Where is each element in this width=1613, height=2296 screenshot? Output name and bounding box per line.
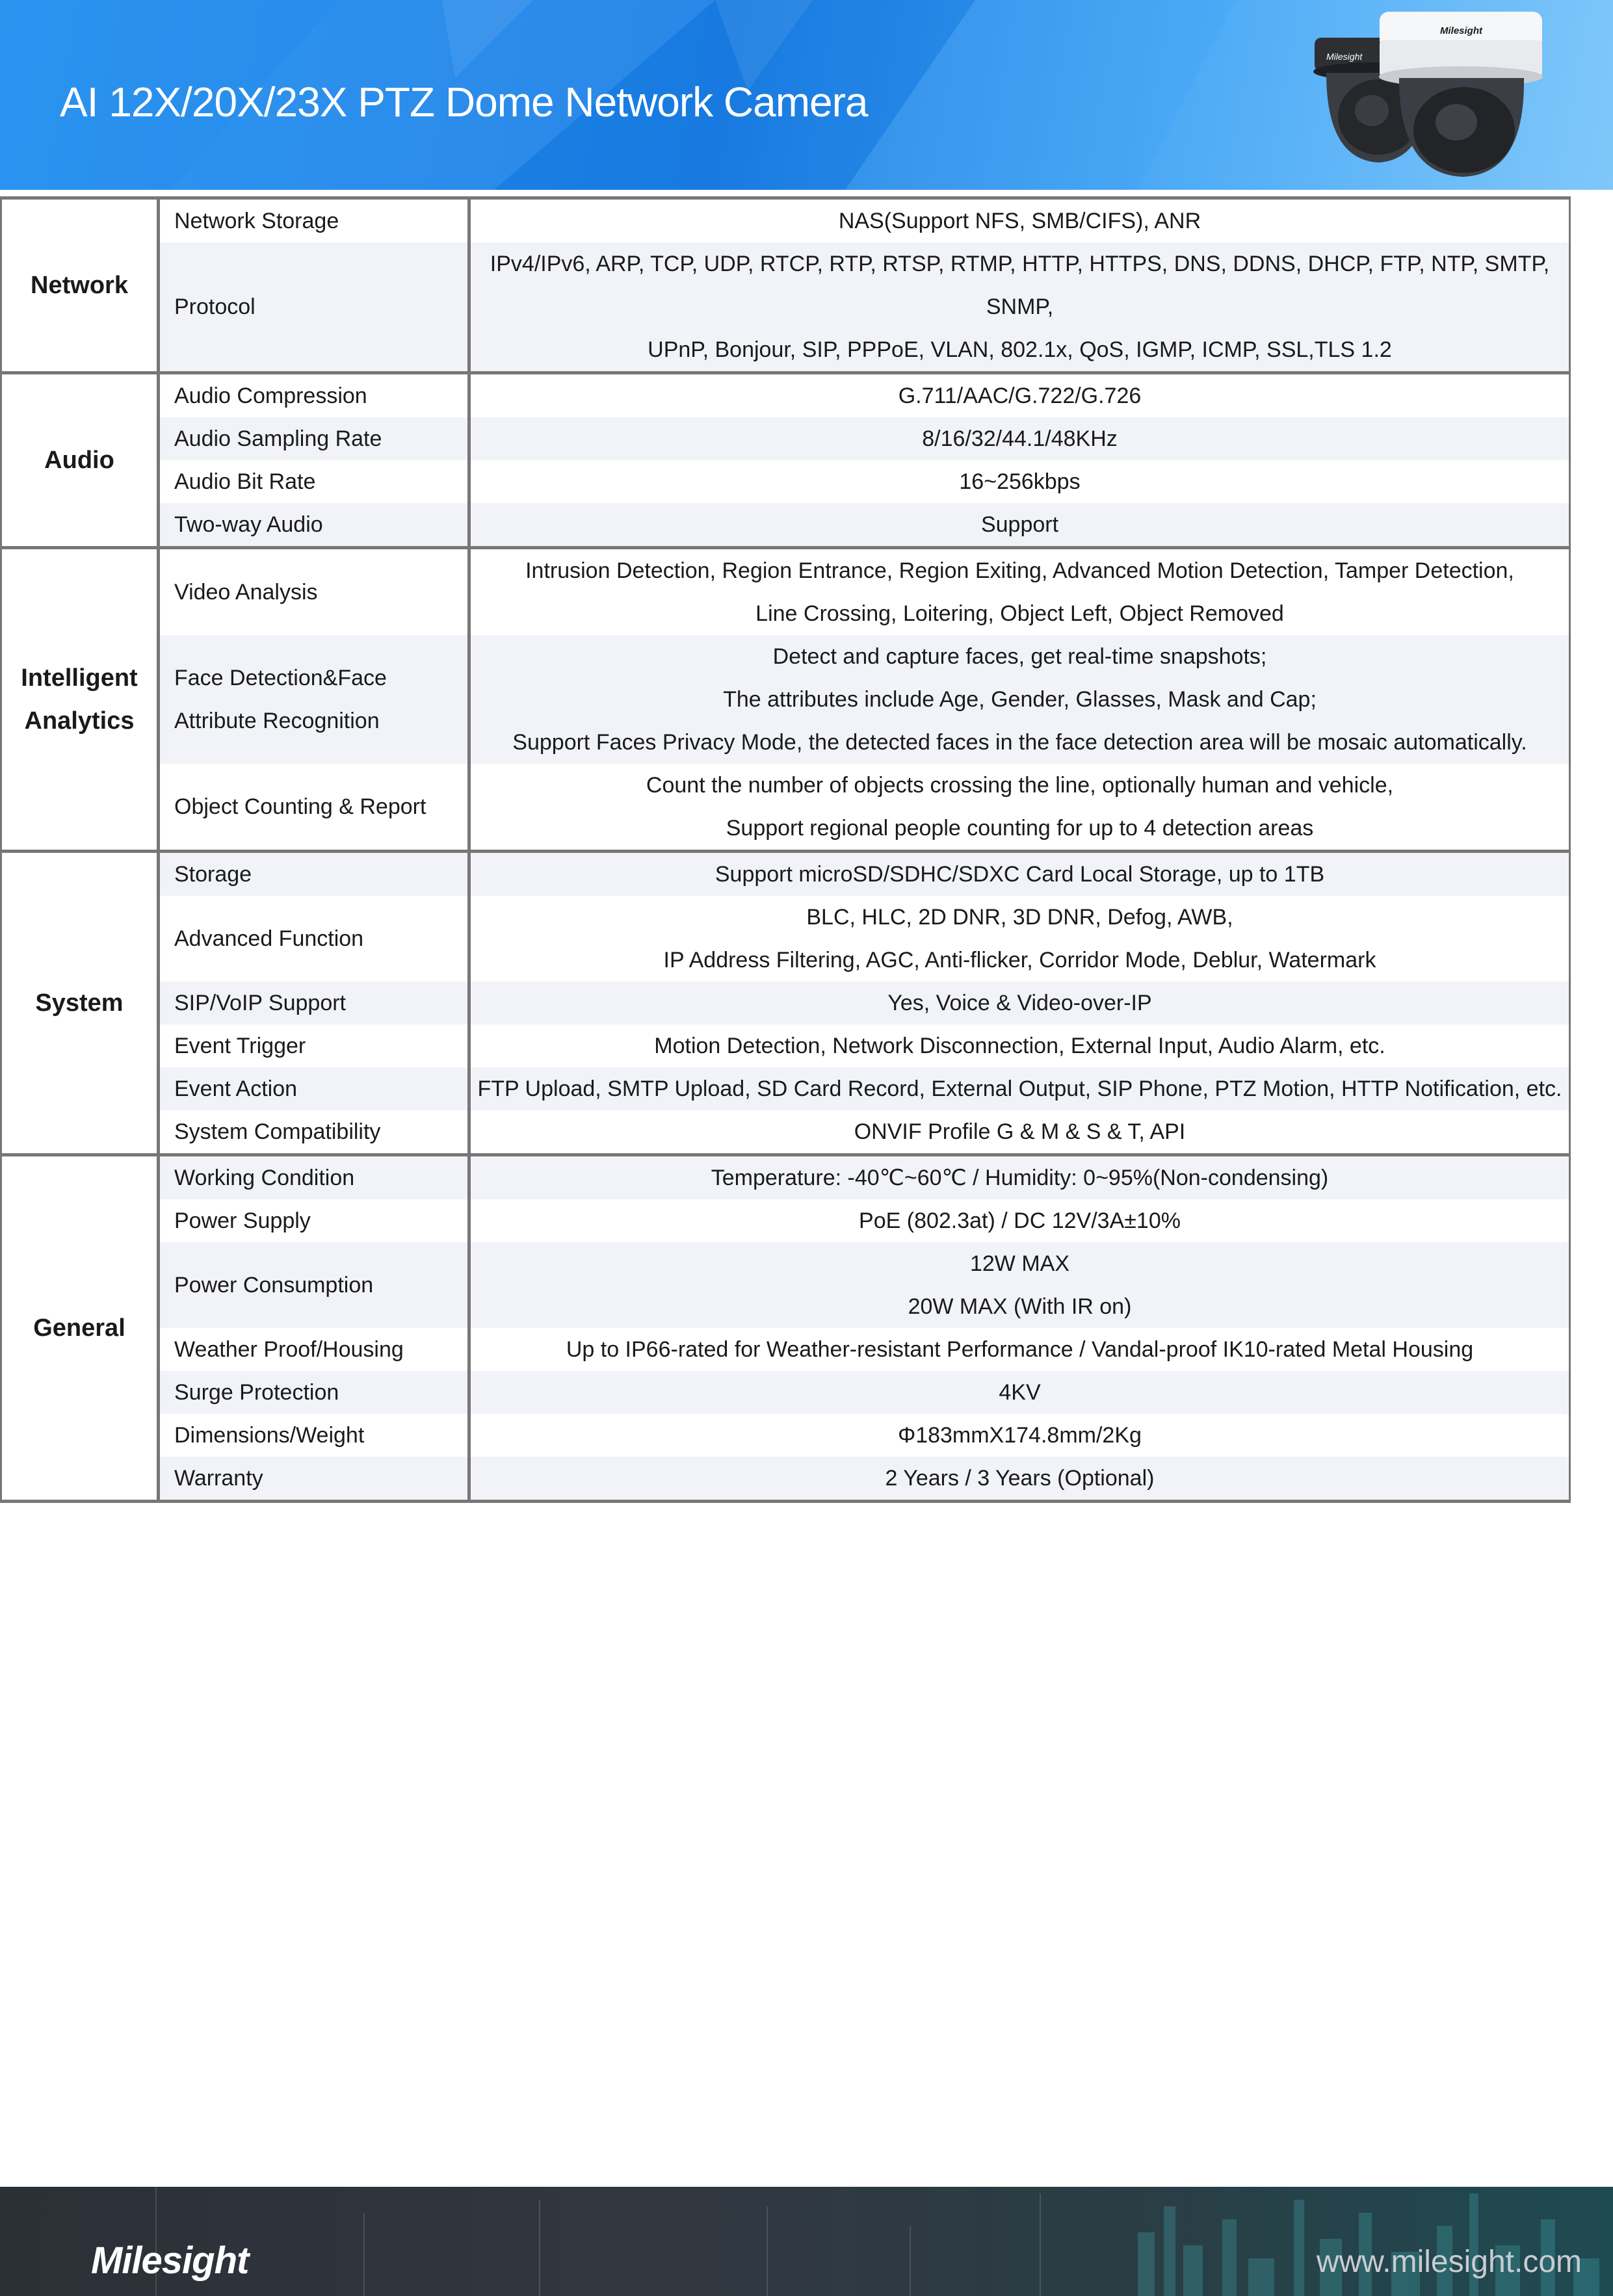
- table-row: [1, 1024, 1570, 1067]
- feature-label: Object Counting & Report: [159, 764, 469, 852]
- category-label-line: Analytics: [24, 707, 135, 735]
- feature-value-line: 8/16/32/44.1/48KHz: [922, 426, 1118, 451]
- feature-value: [469, 242, 1570, 373]
- feature-value-line: 12W MAX: [969, 1251, 1070, 1276]
- table-row: [1, 198, 1570, 243]
- feature-value-line: Line Crossing, Loitering, Object Left, Object Removed: [755, 601, 1284, 626]
- feature-value-line: Support regional people counting for up to 4 detection areas: [726, 816, 1314, 841]
- feature-label-line: Attribute Recognition: [174, 709, 380, 733]
- page-title: AI 12X/20X/23X PTZ Dome Network Camera: [60, 79, 868, 125]
- feature-value: [469, 417, 1570, 460]
- feature-value: [469, 896, 1570, 982]
- table-row: [1, 1328, 1570, 1371]
- feature-value-line: BLC, HLC, 2D DNR, 3D DNR, Defog, AWB,: [806, 905, 1233, 930]
- ptz-dome-camera-image: [1300, 0, 1560, 190]
- feature-value-line: Motion Detection, Network Disconnection, External Input, Audio Alarm, etc.: [654, 1034, 1385, 1058]
- spec-group-audio: [1, 373, 1570, 548]
- feature-value-line: 20W MAX (With IR on): [908, 1294, 1132, 1319]
- feature-value-line: PoE (802.3at) / DC 12V/3A±10%: [859, 1208, 1181, 1233]
- feature-value-line: Yes, Voice & Video-over-IP: [887, 991, 1152, 1015]
- table-row: [1, 852, 1570, 896]
- table-row: [1, 1110, 1570, 1155]
- feature-label: Surge Protection: [159, 1371, 469, 1414]
- feature-label: Two-way Audio: [159, 503, 469, 548]
- feature-value-line: The attributes include Age, Gender, Glasses, Mask and Cap;: [723, 687, 1317, 712]
- feature-value-line: 16~256kbps: [959, 469, 1081, 494]
- category-label-line: Intelligent: [21, 664, 138, 692]
- feature-label: Warranty: [159, 1457, 469, 1502]
- feature-value: [469, 198, 1570, 243]
- feature-value-line: FTP Upload, SMTP Upload, SD Card Record, External Output, SIP Phone, PTZ Motion, HTTP Notification, etc.: [477, 1076, 1562, 1101]
- category-label: Audio: [1, 373, 159, 548]
- category-label: Network: [1, 198, 159, 373]
- feature-value: [469, 1371, 1570, 1414]
- table-row: [1, 1457, 1570, 1502]
- feature-label: Video Analysis: [159, 548, 469, 636]
- feature-value: [469, 1414, 1570, 1457]
- spec-group-general: [1, 1155, 1570, 1502]
- feature-value-line: Count the number of objects crossing the line, optionally human and vehicle,: [646, 773, 1394, 798]
- feature-label: Power Supply: [159, 1199, 469, 1242]
- feature-value-line: Support microSD/SDHC/SDXC Card Local Storage, up to 1TB: [715, 862, 1325, 887]
- table-row: [1, 417, 1570, 460]
- feature-value-line: 2 Years / 3 Years (Optional): [885, 1466, 1155, 1491]
- feature-value-line: Support: [980, 512, 1059, 537]
- table-row: [1, 1199, 1570, 1242]
- feature-value-line: UPnP, Bonjour, SIP, PPPoE, VLAN, 802.1x, QoS, IGMP, ICMP, SSL,TLS 1.2: [648, 337, 1392, 362]
- feature-value-line: Detect and capture faces, get real-time snapshots;: [772, 644, 1267, 669]
- feature-value: [469, 503, 1570, 548]
- spec-group-system: [1, 852, 1570, 1155]
- feature-label: Network Storage: [159, 198, 469, 243]
- feature-label: Weather Proof/Housing: [159, 1328, 469, 1371]
- table-row: [1, 242, 1570, 373]
- table-row: [1, 1155, 1570, 1200]
- feature-value: [469, 373, 1570, 418]
- table-row: [1, 503, 1570, 548]
- feature-label: Event Action: [159, 1067, 469, 1110]
- table-row: [1, 1067, 1570, 1110]
- feature-value-line: ONVIF Profile G & M & S & T, API: [854, 1119, 1186, 1144]
- feature-value: [469, 548, 1570, 636]
- feature-value: [469, 460, 1570, 503]
- spec-group-intelligent-analytics: [1, 548, 1570, 852]
- feature-value-line: Φ183mmX174.8mm/2Kg: [898, 1423, 1142, 1448]
- camera-brand-front: Milesight: [1440, 25, 1483, 36]
- table-row: [1, 764, 1570, 852]
- feature-value-line: Up to IP66-rated for Weather-resistant Performance / Vandal-proof IK10-rated Metal Housing: [566, 1337, 1474, 1362]
- feature-label: Working Condition: [159, 1155, 469, 1200]
- table-row: [1, 1242, 1570, 1328]
- table-row: [1, 373, 1570, 418]
- feature-value: [469, 982, 1570, 1024]
- table-row: [1, 1371, 1570, 1414]
- footer-banner: [0, 2187, 1613, 2296]
- feature-value: [469, 764, 1570, 852]
- feature-value-line: Temperature: -40℃~60℃ / Humidity: 0~95%(Non-condensing): [711, 1166, 1329, 1190]
- specification-table: [0, 196, 1571, 1503]
- feature-label: Audio Bit Rate: [159, 460, 469, 503]
- feature-value: [469, 1457, 1570, 1502]
- feature-value-line: IP Address Filtering, AGC, Anti-flicker, Corridor Mode, Deblur, Watermark: [663, 948, 1376, 972]
- feature-value: [469, 1110, 1570, 1155]
- feature-label: Audio Compression: [159, 373, 469, 418]
- feature-value-line: IPv4/IPv6, ARP, TCP, UDP, RTCP, RTP, RTSP, RTMP, HTTP, HTTPS, DNS, DDNS, DHCP, FTP, NTP, SMTP, SNMP,: [490, 252, 1550, 319]
- feature-value: [469, 1024, 1570, 1067]
- footer-logo: Milesight: [91, 2239, 249, 2282]
- feature-label: Protocol: [159, 242, 469, 373]
- feature-label: Power Consumption: [159, 1242, 469, 1328]
- footer-website-url[interactable]: www.milesight.com: [1316, 2245, 1582, 2279]
- feature-value: [469, 1242, 1570, 1328]
- feature-label: Storage: [159, 852, 469, 896]
- camera-brand-back: Milesight: [1326, 51, 1363, 62]
- table-row: [1, 460, 1570, 503]
- feature-label: [159, 635, 469, 764]
- feature-value: [469, 852, 1570, 896]
- feature-label-line: Face Detection&Face: [174, 666, 387, 690]
- feature-label: Audio Sampling Rate: [159, 417, 469, 460]
- feature-value: [469, 635, 1570, 764]
- table-row: [1, 548, 1570, 636]
- feature-label: Dimensions/Weight: [159, 1414, 469, 1457]
- table-row: [1, 1414, 1570, 1457]
- feature-value: [469, 1328, 1570, 1371]
- feature-label: Event Trigger: [159, 1024, 469, 1067]
- category-label: [1, 548, 159, 852]
- header-banner: [0, 0, 1613, 190]
- feature-label: System Compatibility: [159, 1110, 469, 1155]
- feature-value: [469, 1199, 1570, 1242]
- feature-value: [469, 1155, 1570, 1200]
- table-row: [1, 635, 1570, 764]
- category-label: System: [1, 852, 159, 1155]
- table-row: [1, 982, 1570, 1024]
- feature-value-line: NAS(Support NFS, SMB/CIFS), ANR: [838, 209, 1201, 233]
- feature-label: SIP/VoIP Support: [159, 982, 469, 1024]
- feature-value-line: 4KV: [999, 1380, 1041, 1405]
- table-row: [1, 896, 1570, 982]
- feature-value-line: G.711/AAC/G.722/G.726: [898, 384, 1142, 408]
- category-label: General: [1, 1155, 159, 1502]
- feature-value: [469, 1067, 1570, 1110]
- spec-group-network: [1, 198, 1570, 373]
- feature-label: Advanced Function: [159, 896, 469, 982]
- feature-value-line: Support Faces Privacy Mode, the detected faces in the face detection area will be mosaic automatically.: [512, 730, 1527, 755]
- feature-value-line: Intrusion Detection, Region Entrance, Region Exiting, Advanced Motion Detection, Tamper Detection,: [525, 558, 1514, 583]
